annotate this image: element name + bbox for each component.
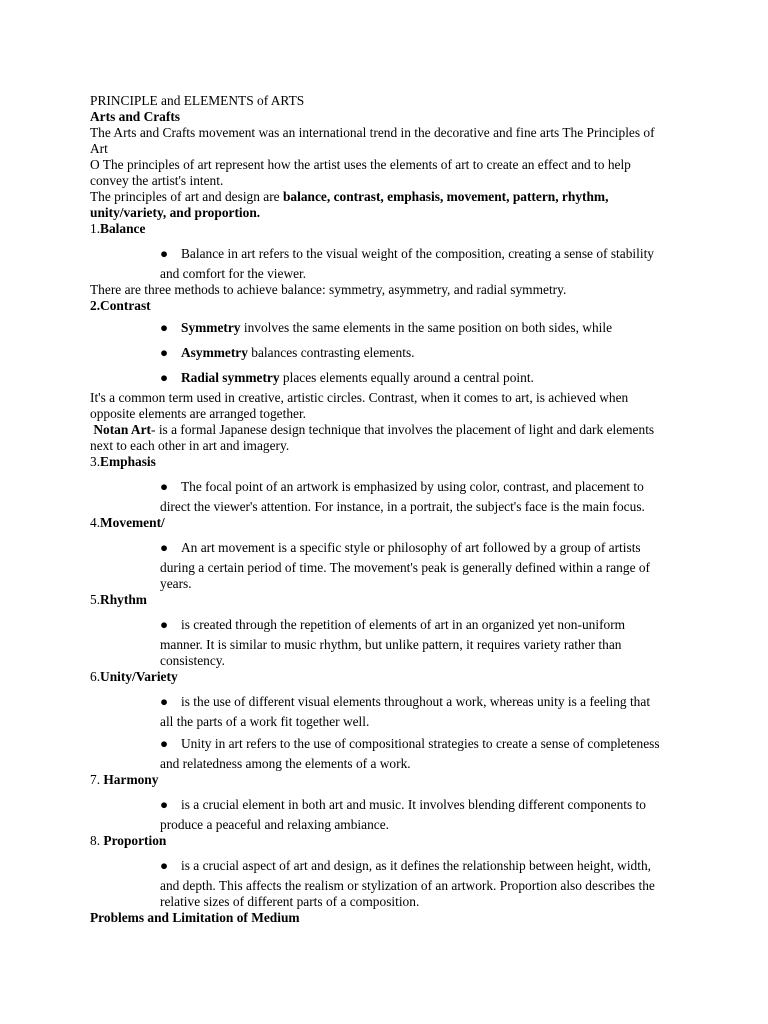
intro-line-1: The Arts and Crafts movement was an international trend in the decorative and fine arts The Principles of xyxy=(90,125,655,140)
bullet-icon: ● xyxy=(160,736,169,751)
bullet-icon: ● xyxy=(160,246,169,261)
balance-bullet: ● Balance in art refers to the visual weight of the composition, creating a sense of stability and comfort for the viewer. xyxy=(160,246,654,281)
arts-crafts-heading: Arts and Crafts xyxy=(90,109,181,124)
bullet-icon: ● xyxy=(160,320,169,335)
problems-heading: Problems and Limitation of Medium xyxy=(90,910,300,925)
bullet-icon: ● xyxy=(160,797,169,812)
emphasis-heading: 3.Emphasis xyxy=(90,454,156,469)
unity-bullet-1: ● is the use of different visual elements throughout a work, whereas unity is a feeling that all the parts of a work fit together well. xyxy=(160,694,651,729)
intro-line-2: Art xyxy=(90,141,108,156)
balance-heading: 1.Balance xyxy=(90,221,146,236)
balance-methods: There are three methods to achieve balance: symmetry, asymmetry, and radial symmetry. xyxy=(90,282,567,297)
notan-line-2: next to each other in art and imagery. xyxy=(90,438,290,453)
unity-heading: 6.Unity/Variety xyxy=(90,669,178,684)
document-title: PRINCIPLE and ELEMENTS of ARTS xyxy=(90,93,305,108)
bullet-icon: ● xyxy=(160,370,169,385)
harmony-bullet: ● is a crucial element in both art and music. It involves blending different components to produce a peaceful and relaxing ambiance. xyxy=(160,797,646,832)
movement-bullet: ● An art movement is a specific style or philosophy of art followed by a group of artists during a certain period of time. The movement's peak is generally defined within a range of years. xyxy=(160,540,651,591)
proportion-bullet: ● is a crucial aspect of art and design, as it defines the relationship between height, width, and depth. This affects the realism or stylization of an artwork. Proportion also describes the relative sizes of different parts of a composition. xyxy=(160,858,655,909)
bullet-icon: ● xyxy=(160,479,169,494)
proportion-heading: 8. Proportion xyxy=(90,833,167,848)
rhythm-bullet: ● is created through the repetition of elements of art in an organized yet non-uniform manner. It is similar to music rhythm, but unlike pattern, it requires variety rather than consistency. xyxy=(160,617,626,668)
contrast-heading: 2.Contrast xyxy=(90,298,151,313)
notan-line-1: Notan Art- is a formal Japanese design technique that involves the placement of light and dark elements xyxy=(93,422,655,437)
bullet-icon: ● xyxy=(160,858,169,873)
radial-symmetry-bullet: ● Radial symmetry places elements equally around a central point. xyxy=(160,370,534,385)
bullet-icon: ● xyxy=(160,694,169,709)
contrast-para-line-1: It's a common term used in creative, artistic circles. Contrast, when it comes to art, is achieved when xyxy=(90,390,629,405)
bullet-icon: ● xyxy=(160,345,169,360)
movement-heading: 4.Movement/ xyxy=(90,515,165,530)
intro-line-3: O The principles of art represent how the artist uses the elements of art to create an effect and to help xyxy=(90,157,631,172)
intro-line-6: unity/variety, and proportion. xyxy=(90,205,261,220)
intro-line-5: The principles of art and design are balance, contrast, emphasis, movement, pattern, rhythm, xyxy=(90,189,609,204)
rhythm-heading: 5.Rhythm xyxy=(90,592,147,607)
bullet-icon: ● xyxy=(160,540,169,555)
symmetry-bullet: ● Symmetry involves the same elements in the same position on both sides, while xyxy=(160,320,613,335)
document-page xyxy=(90,93,690,926)
bullet-icon: ● xyxy=(160,617,169,632)
intro-line-4: convey the artist's intent. xyxy=(90,173,224,188)
contrast-para-line-2: opposite elements are arranged together. xyxy=(90,406,307,421)
asymmetry-bullet: ● Asymmetry balances contrasting elements. xyxy=(160,345,415,360)
emphasis-bullet: ● The focal point of an artwork is emphasized by using color, contrast, and placement to direct the viewer's attention. For instance, in a portrait, the subject's face is the main focus. xyxy=(160,479,645,514)
unity-bullet-2: ● Unity in art refers to the use of compositional strategies to create a sense of completeness and relatedness among the elements of a work. xyxy=(160,736,660,771)
harmony-heading: 7. Harmony xyxy=(90,772,159,787)
